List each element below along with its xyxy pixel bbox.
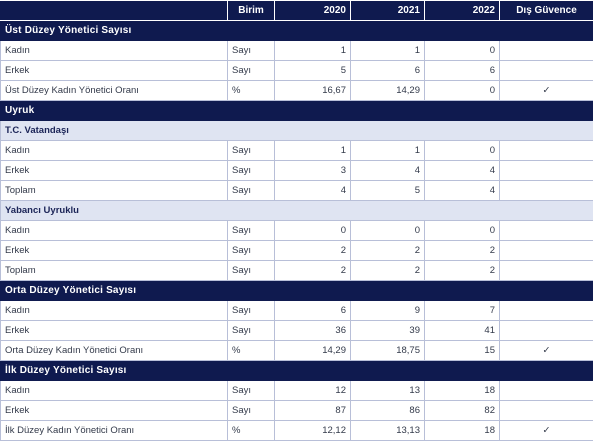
subsection-header-title: Yabancı Uyruklu	[1, 201, 593, 221]
value-2020: 87	[275, 401, 351, 421]
value-2021: 1	[351, 41, 425, 61]
value-2022: 6	[425, 61, 500, 81]
row-label: Kadın	[1, 41, 228, 61]
section-header-title: İlk Düzey Yönetici Sayısı	[1, 361, 593, 381]
row-unit: Sayı	[228, 221, 275, 241]
value-2022: 4	[425, 181, 500, 201]
row-unit: %	[228, 421, 275, 441]
assurance-check-icon	[500, 381, 593, 401]
value-2022: 2	[425, 241, 500, 261]
row-label: Kadın	[1, 141, 228, 161]
table-row	[1, 221, 593, 241]
row-unit: Sayı	[228, 181, 275, 201]
table-row	[1, 81, 593, 101]
row-unit: Sayı	[228, 41, 275, 61]
assurance-check-icon	[500, 261, 593, 281]
row-unit: Sayı	[228, 241, 275, 261]
row-unit: Sayı	[228, 321, 275, 341]
table-row	[1, 321, 593, 341]
value-2020: 1	[275, 41, 351, 61]
value-2022: 7	[425, 301, 500, 321]
table-row	[1, 61, 593, 81]
value-2021: 39	[351, 321, 425, 341]
value-2020: 4	[275, 181, 351, 201]
value-2021: 2	[351, 261, 425, 281]
value-2021: 9	[351, 301, 425, 321]
value-2021: 18,75	[351, 341, 425, 361]
assurance-check-icon	[500, 141, 593, 161]
assurance-check-icon	[500, 301, 593, 321]
value-2020: 2	[275, 261, 351, 281]
table-row	[1, 401, 593, 421]
header-year-2022: 2022	[425, 1, 500, 21]
table-row	[1, 241, 593, 261]
section-header	[1, 281, 593, 301]
value-2022: 82	[425, 401, 500, 421]
row-label: Kadın	[1, 301, 228, 321]
value-2021: 13	[351, 381, 425, 401]
table-row	[1, 261, 593, 281]
assurance-check-icon: ✓	[500, 81, 593, 101]
value-2020: 14,29	[275, 341, 351, 361]
section-header-title: Uyruk	[1, 101, 593, 121]
value-2022: 0	[425, 221, 500, 241]
value-2020: 12,12	[275, 421, 351, 441]
assurance-check-icon	[500, 61, 593, 81]
header-assurance: Dış Güvence	[500, 1, 593, 21]
assurance-check-icon	[500, 241, 593, 261]
value-2021: 1	[351, 141, 425, 161]
value-2021: 86	[351, 401, 425, 421]
value-2021: 6	[351, 61, 425, 81]
row-label: Üst Düzey Kadın Yönetici Oranı	[1, 81, 228, 101]
section-header-title: Üst Düzey Yönetici Sayısı	[1, 21, 593, 41]
table-row	[1, 421, 593, 441]
value-2022: 0	[425, 81, 500, 101]
subsection-header	[1, 201, 593, 221]
row-label: Toplam	[1, 261, 228, 281]
row-label: İlk Düzey Kadın Yönetici Oranı	[1, 421, 228, 441]
table-row	[1, 141, 593, 161]
value-2021: 0	[351, 221, 425, 241]
header-year-2020: 2020	[275, 1, 351, 21]
value-2022: 0	[425, 141, 500, 161]
value-2022: 15	[425, 341, 500, 361]
row-unit: Sayı	[228, 261, 275, 281]
row-unit: Sayı	[228, 381, 275, 401]
assurance-check-icon	[500, 181, 593, 201]
row-label: Erkek	[1, 241, 228, 261]
value-2021: 13,13	[351, 421, 425, 441]
value-2022: 41	[425, 321, 500, 341]
value-2022: 18	[425, 381, 500, 401]
value-2020: 5	[275, 61, 351, 81]
row-unit: %	[228, 81, 275, 101]
value-2022: 0	[425, 41, 500, 61]
value-2020: 2	[275, 241, 351, 261]
assurance-check-icon	[500, 161, 593, 181]
value-2020: 3	[275, 161, 351, 181]
value-2020: 36	[275, 321, 351, 341]
value-2020: 0	[275, 221, 351, 241]
header-blank-cell	[1, 1, 228, 21]
row-label: Erkek	[1, 401, 228, 421]
row-unit: Sayı	[228, 301, 275, 321]
value-2021: 14,29	[351, 81, 425, 101]
table-row	[1, 301, 593, 321]
value-2022: 2	[425, 261, 500, 281]
value-2022: 18	[425, 421, 500, 441]
subsection-header	[1, 121, 593, 141]
row-unit: Sayı	[228, 141, 275, 161]
assurance-check-icon	[500, 321, 593, 341]
row-unit: Sayı	[228, 161, 275, 181]
value-2020: 16,67	[275, 81, 351, 101]
row-label: Toplam	[1, 181, 228, 201]
table-row	[1, 41, 593, 61]
header-year-2021: 2021	[351, 1, 425, 21]
row-label: Erkek	[1, 61, 228, 81]
row-label: Kadın	[1, 381, 228, 401]
row-label: Orta Düzey Kadın Yönetici Oranı	[1, 341, 228, 361]
value-2022: 4	[425, 161, 500, 181]
table-row	[1, 341, 593, 361]
value-2021: 4	[351, 161, 425, 181]
row-label: Erkek	[1, 321, 228, 341]
table-body	[1, 1, 593, 441]
assurance-check-icon	[500, 221, 593, 241]
row-label: Kadın	[1, 221, 228, 241]
subsection-header-title: T.C. Vatandaşı	[1, 121, 593, 141]
value-2020: 6	[275, 301, 351, 321]
table-row	[1, 181, 593, 201]
header-row	[1, 1, 593, 21]
assurance-check-icon	[500, 41, 593, 61]
row-unit: Sayı	[228, 401, 275, 421]
value-2021: 5	[351, 181, 425, 201]
section-header	[1, 21, 593, 41]
table-row	[1, 381, 593, 401]
assurance-check-icon	[500, 401, 593, 421]
row-unit: Sayı	[228, 61, 275, 81]
value-2020: 1	[275, 141, 351, 161]
table-row	[1, 161, 593, 181]
header-unit: Birim	[228, 1, 275, 21]
value-2020: 12	[275, 381, 351, 401]
value-2021: 2	[351, 241, 425, 261]
row-label: Erkek	[1, 161, 228, 181]
section-header	[1, 361, 593, 381]
row-unit: %	[228, 341, 275, 361]
section-header	[1, 101, 593, 121]
assurance-check-icon: ✓	[500, 421, 593, 441]
assurance-check-icon: ✓	[500, 341, 593, 361]
section-header-title: Orta Düzey Yönetici Sayısı	[1, 281, 593, 301]
